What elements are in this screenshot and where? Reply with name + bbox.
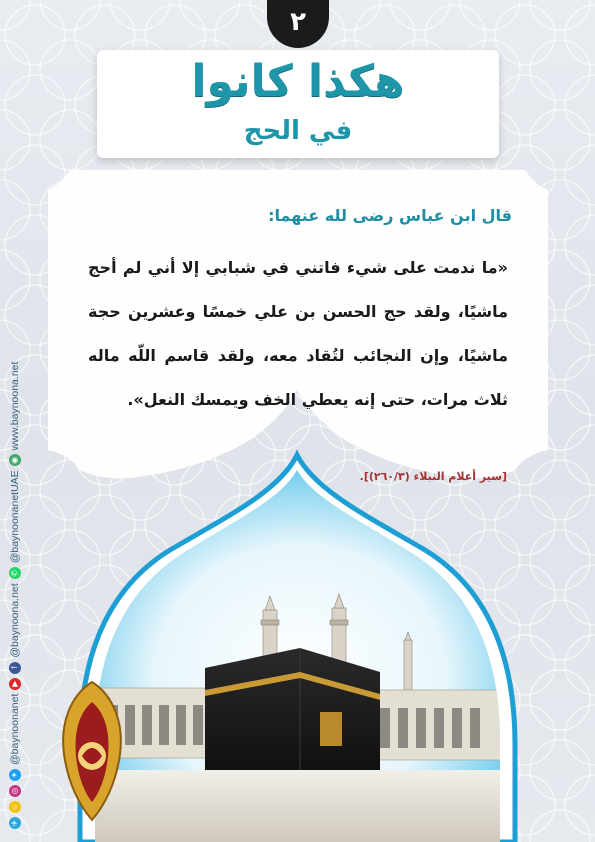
social-sidebar (6, 340, 22, 835)
facebook-icon[interactable]: f (9, 662, 21, 674)
quote-attribution: قال ابن عباس رضى لله عنهما: (268, 206, 512, 225)
title-card (97, 50, 499, 158)
twitter-icon[interactable]: ✦ (9, 769, 21, 781)
youtube-icon[interactable]: ▶ (9, 678, 21, 690)
website-link[interactable]: www.baynoona.net (9, 361, 21, 451)
whatsapp-icon[interactable]: ✆ (9, 567, 21, 579)
globe-icon[interactable]: ◉ (9, 454, 21, 466)
handle-baynoonanetuae[interactable]: @baynoonanetUAE (9, 470, 21, 564)
baynoona-logo (50, 676, 134, 826)
instagram-icon[interactable]: ◎ (9, 785, 21, 797)
handle-baynoona-net[interactable]: @baynoona.net (9, 583, 21, 658)
social-strip (7, 339, 23, 829)
snapchat-icon[interactable]: ☺ (10, 802, 19, 812)
handle-baynoonanet[interactable]: @baynoonanet (9, 693, 21, 765)
page-subtitle: في الحج (243, 116, 353, 146)
page-title: هكذا كانوا (191, 56, 405, 107)
source-citation: [سير أعلام النبلاء (٢٦٠/٣)]. (359, 470, 507, 483)
episode-number-badge: ٢ (267, 0, 329, 48)
quote-text: «ما ندمت على شيء فاتني في شبابي إلا أني لم أحج ماشيًا، ولقد حج الحسن بن علي خمسًا وعشرين حجة ماشيًا، وإن النجائب لتُقاد معه، ولقد قاسم اللّه ماله ثلاث مرات، حتى إنه يعطي الخف ويمسك النعل». (88, 258, 508, 409)
telegram-icon[interactable]: ✈ (9, 817, 21, 829)
